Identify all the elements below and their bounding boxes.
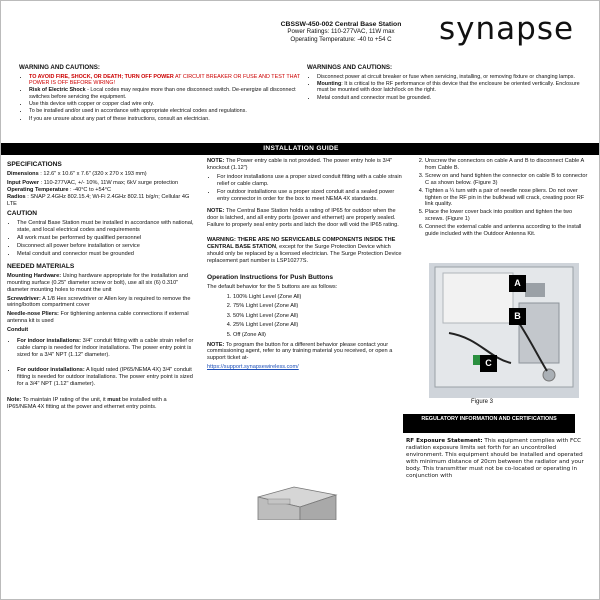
enclosure-illustration <box>429 263 579 398</box>
spec-item: Radios : SNAP 2.4GHz 802.15.4; Wi-Fi 2.4GHz 802.11 b/g/n; Cellular 4G LTE <box>7 193 190 207</box>
installation-guide-title: INSTALLATION GUIDE <box>263 145 339 152</box>
install-step: 3. Screw on and hand tighten the connector on cable B to connector C as shown below. (Figure 3) <box>425 173 591 187</box>
spec-item: Input Power : 110-277VAC, +/- 10%, 11W max; 6kV surge protection <box>7 179 179 186</box>
program-button-note: NOTE: To program the button for a different behavior please contact your commissioning agent, refer to any training material you received, or open a support ticket at- <box>207 341 393 362</box>
specifications-heading: SPECIFICATIONS <box>7 161 62 168</box>
spec-item: Operating Temperature : -40°C to +54°C <box>7 186 112 193</box>
column-left <box>7 158 197 413</box>
material-item: Screwdriver: A 1/8 Hex screwdriver or Allen key is required to remove the wiring/bottom compartment cover <box>7 295 191 309</box>
ip65-note: NOTE: The Central Base Station holds a rating of IP65 for outdoor when the door is latched, and all entry ports (power and ethernet) are properly sealed. Failure to properly seal entry ports and latch the door will void the IP65 rating. <box>207 208 399 229</box>
operation-instructions-heading: Operation Instructions for Push Buttons <box>207 273 334 281</box>
caution-item: • Metal conduit and connector must be grounded <box>17 251 197 258</box>
materials-heading: NEEDED MATERIALS <box>7 262 75 270</box>
install-step: 4. Tighten a ¼ turn with a pair of needle nose pliers. Do not over tighten or the RF pin in the bulkhead will crack, creating poor RF link quality. <box>425 188 591 209</box>
installation-guide-banner <box>1 143 600 155</box>
conduit-item: • For indoor installations: 3/4" conduit fitting with a cable strain relief or cable clamp is needed for indoor installations. The power entry point is sized for a 3/4" NPT (1.12" diameter). <box>17 338 197 359</box>
figure-label-a: A <box>509 275 526 292</box>
conduit-heading: Conduit <box>7 327 29 334</box>
column-middle <box>207 158 403 373</box>
warning-item: • Risk of Electric Shock - Local codes may require more than one disconnect switch. De-energize all disconnect switches before servicing the equipment. <box>29 87 301 100</box>
ip-rating-note: Note: To maintain IP rating of the unit, it must be installed with a IP65/NEMA 4X fitting at the power and ethernet entry points. <box>7 397 167 411</box>
rf-exposure-statement: RF Exposure Statement: This equipment complies with FCC radiation exposure limits set forth for an uncontrolled environment. This equipment should be installed and operated with minimum distance of 20cm between the radiator and your body. This transmitter must not be co-located or operating in conjunction with <box>406 438 584 480</box>
warning-item: • Use this device with copper or copper clad wire only. <box>29 101 301 108</box>
warnings-left <box>19 65 301 123</box>
operation-intro: The default behavior for the 5 buttons are as follows: <box>207 283 338 290</box>
document-title: CBSSW-450-002 Central Base Station <box>280 21 402 28</box>
figure-3-photo <box>429 263 579 398</box>
warnings-right-heading: WARNINGS AND CAUTIONS: <box>307 64 393 71</box>
material-item: Needle-nose Pliers: For tightening antenna cable connections if external antenna kit is used <box>7 311 189 325</box>
column-right <box>409 158 591 239</box>
caution-item: • The Central Base Station must be installed in accordance with national, state, and local electrical codes and requirements <box>17 220 197 234</box>
figure-label-c: C <box>480 355 497 372</box>
warnings-right <box>307 65 589 102</box>
power-entry-note: NOTE: The Power entry cable is not provided. The power entry hole is 3/4" knockout (1.12") <box>207 158 393 171</box>
button-behavior-item: 2. 75% Light Level (Zone All) <box>233 302 403 311</box>
install-step: 2. Unscrew the connectors on cable A and B to disconnect Cable A from Cable B. <box>425 158 591 172</box>
button-behavior-item: 1. 100% Light Level (Zone All) <box>233 293 403 302</box>
caution-heading: CAUTION <box>7 210 38 218</box>
conduit-item: • For outdoor installations: A liquid rated (IP65/NEMA 4X) 3/4" conduit fitting is needed for outdoor installations. The power entry point is sized for a 3/4" NPT (1.12" diameter). <box>17 367 197 388</box>
synapse-logo: synapse <box>439 11 575 47</box>
warnings-left-heading: WARNING AND CAUTIONS: <box>19 64 100 71</box>
install-step: 5. Place the lower cover back into position and tighten the two screws. (Figure 1) <box>425 209 591 223</box>
warning-item: • TO AVOID FIRE, SHOCK, OR DEATH; TURN OFF POWER AT CIRCUIT BREAKER OR FUSE AND TEST THAT POWER IS OFF BEFORE WIRING! <box>29 74 301 87</box>
install-steps-list <box>409 158 591 238</box>
operating-temperature: Operating Temperature: -40 to +54 C <box>290 35 392 43</box>
warning-item: • Metal conduit and connector must be grounded. <box>317 95 589 102</box>
figure-label-b: B <box>509 308 526 325</box>
button-behavior-item: 4. 25% Light Level (Zone All) <box>233 321 403 330</box>
caution-item: • All work must be performed by qualified personnel <box>17 235 197 242</box>
spec-item: Dimensions : 12.6" x 10.6" x 7.6" (320 x 270 x 193 mm) <box>7 170 147 177</box>
warning-item: • If you are unsure about any part of these instructions, consult an electrician. <box>29 116 301 123</box>
power-entry-item: • For outdoor installations use a proper sized conduit and a sealed power entry connector in order for the box to meet NEMA 4X standards. <box>217 189 403 203</box>
serviceable-warning: WARNING: THERE ARE NO SERVICEABLE COMPONENTS INSIDE THE CENTRAL BASE STATION, except for the Surge Protection Device which should only be replaced by a licensed electrician. The Surge Protection Device replacement part number is LSP10277S. <box>207 237 402 264</box>
button-behavior-item: 5. Off (Zone All) <box>233 331 403 340</box>
regulatory-banner: REGULATORY INFORMATION AND CERTIFICATIONS <box>403 414 575 433</box>
power-entry-item: • For indoor installations use a proper sized conduit fitting with a cable strain relief or cable clamp. <box>217 174 403 188</box>
button-behavior-item: 3. 50% Light Level (Zone All) <box>233 312 403 321</box>
device-photo <box>254 485 339 520</box>
warning-item: • Mounting: It is critical to the RF performance of this device that the enclosure be oriented vertically. Enclosure must be mounted with door latch/lock on the right. <box>317 81 589 94</box>
warning-item: • Disconnect power at circuit breaker or fuse when servicing, installing, or removing fixture or changing lamps. <box>317 74 589 81</box>
document-header <box>256 21 426 43</box>
install-step: 6. Connect the external cable and antenna according to the install guide included with the Outdoor Antenna Kit. <box>425 224 591 238</box>
power-rating: Power Ratings: 110-277VAC, 11W max <box>287 28 395 36</box>
figure-3-caption: Figure 3 <box>471 399 494 405</box>
warning-item: • To be installed and/or used in accordance with appropriate electrical codes and regulations. <box>29 108 301 115</box>
button-behavior-list <box>207 293 403 340</box>
support-link[interactable]: https://support.synapsewireless.com/ <box>207 364 299 371</box>
material-item: Mounting Hardware: Using hardware appropriate for the installation and mounting surface (0.25" diameter screw or bolt), use all six (6) 0.310" diameter mounting holes to mount the unit <box>7 272 188 293</box>
caution-item: • Disconnect all power before installation or service <box>17 243 197 250</box>
